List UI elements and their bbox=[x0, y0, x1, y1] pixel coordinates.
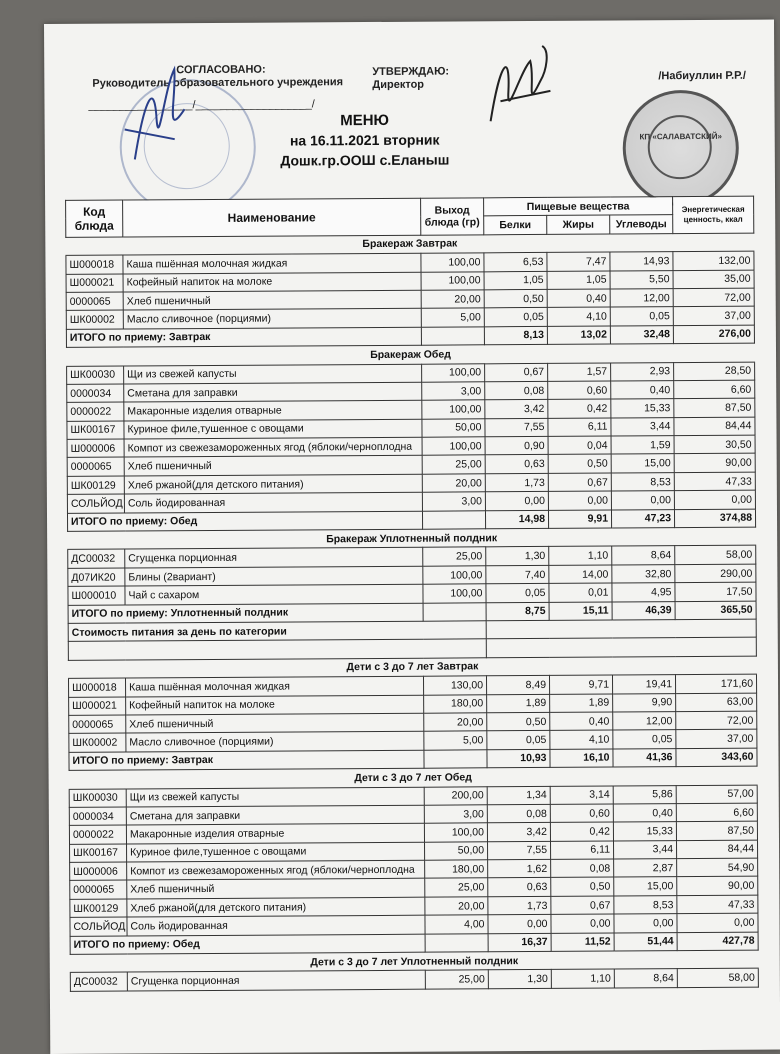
col-energy: Энергетическая ценность, ккал bbox=[673, 196, 754, 233]
dish-code: 0000022 bbox=[69, 825, 126, 844]
dish-carbs: 9,90 bbox=[613, 693, 676, 712]
section-title: Дети с 3 до 7 лет Завтрак bbox=[68, 656, 756, 679]
dish-energy: 87,50 bbox=[674, 398, 755, 417]
dish-yield: 100,00 bbox=[422, 437, 485, 456]
total-energy: 276,00 bbox=[673, 325, 754, 344]
dish-fat: 1,10 bbox=[551, 969, 614, 988]
total-label: ИТОГО по приему: Завтрак bbox=[69, 750, 424, 771]
total-fat: 15,11 bbox=[549, 602, 612, 621]
total-energy: 365,50 bbox=[675, 601, 756, 620]
total-yield-empty bbox=[423, 602, 486, 621]
dish-fat: 4,10 bbox=[550, 730, 613, 749]
col-yield: Выход блюда (гр) bbox=[421, 198, 484, 235]
dish-code: Ш000018 bbox=[68, 678, 125, 697]
dish-energy: 90,00 bbox=[677, 877, 758, 896]
dish-fat: 0,40 bbox=[550, 712, 613, 731]
dish-energy: 0,00 bbox=[677, 913, 758, 932]
dish-yield: 20,00 bbox=[421, 290, 484, 309]
dish-name: Компот из свежезамороженных ягод (яблоки/черноплодна bbox=[124, 437, 422, 457]
dish-protein: 7,40 bbox=[486, 565, 549, 584]
dish-protein: 1,89 bbox=[487, 694, 550, 713]
doc-title: МЕНЮ bbox=[340, 111, 390, 130]
dish-yield: 3,00 bbox=[422, 382, 485, 401]
dish-yield: 20,00 bbox=[424, 713, 487, 732]
dish-protein: 6,53 bbox=[484, 253, 547, 272]
dish-fat: 14,00 bbox=[549, 565, 612, 584]
agreed-title: СОГЛАСОВАНО: bbox=[176, 63, 266, 77]
dish-yield: 3,00 bbox=[422, 492, 485, 511]
dish-energy: 0,00 bbox=[674, 490, 755, 509]
dish-name: Макаронные изделия отварные bbox=[124, 400, 422, 420]
dish-yield: 100,00 bbox=[423, 566, 486, 585]
total-energy: 427,78 bbox=[677, 932, 758, 951]
dish-name: Хлеб пшеничный bbox=[126, 713, 424, 733]
dish-name: Щи из свежей капусты bbox=[124, 364, 422, 384]
dish-protein: 0,63 bbox=[488, 878, 551, 897]
dish-protein: 1,05 bbox=[484, 271, 547, 290]
dish-fat: 0,67 bbox=[548, 473, 611, 492]
dish-yield: 180,00 bbox=[424, 694, 487, 713]
dish-fat: 7,47 bbox=[547, 252, 610, 271]
dish-energy: 132,00 bbox=[673, 251, 754, 270]
dish-yield: 100,00 bbox=[421, 271, 484, 290]
dish-code: 0000022 bbox=[67, 402, 124, 421]
dish-name: Компот из свежезамороженных ягод (яблоки/черноплодна bbox=[127, 860, 425, 880]
total-protein: 14,98 bbox=[485, 510, 548, 529]
dish-carbs: 15,00 bbox=[611, 454, 674, 473]
doc-date: на 16.11.2021 вторник bbox=[289, 131, 440, 149]
dish-carbs: 8,53 bbox=[611, 473, 674, 492]
dish-fat: 0,60 bbox=[548, 381, 611, 400]
total-carbs: 51,44 bbox=[614, 932, 677, 951]
empty-cell bbox=[486, 638, 756, 658]
dish-code: Ш000021 bbox=[66, 274, 123, 293]
dish-energy: 57,00 bbox=[676, 785, 757, 804]
dish-code: 0000065 bbox=[69, 715, 126, 734]
total-fat: 11,52 bbox=[551, 933, 614, 952]
dish-code: ДС00032 bbox=[68, 549, 125, 568]
dish-yield: 25,00 bbox=[422, 455, 485, 474]
dish-code: СОЛЬЙОД bbox=[67, 494, 124, 513]
total-label: ИТОГО по приему: Завтрак bbox=[66, 327, 421, 348]
dish-code: Ш000021 bbox=[69, 697, 126, 716]
dish-energy: 47,33 bbox=[677, 895, 758, 914]
dish-energy: 37,00 bbox=[673, 307, 754, 326]
dish-name: Сметана для заправки bbox=[126, 805, 424, 825]
total-fat: 16,10 bbox=[550, 749, 613, 768]
dish-energy: 84,44 bbox=[674, 417, 755, 436]
total-label: ИТОГО по приему: Обед bbox=[70, 934, 425, 955]
dish-fat: 0,42 bbox=[548, 399, 611, 418]
approve-role: Директор bbox=[372, 78, 425, 91]
section-title: Дети с 3 до 7 лет Обед bbox=[69, 766, 757, 789]
dish-energy: 87,50 bbox=[676, 821, 757, 840]
dish-code: ШК00129 bbox=[67, 476, 124, 495]
dish-yield: 3,00 bbox=[424, 805, 487, 824]
dish-protein: 0,05 bbox=[487, 731, 550, 750]
dish-protein: 0,50 bbox=[487, 712, 550, 731]
dish-name: Кофейный напиток на молоке bbox=[123, 272, 421, 292]
col-carbs: Углеводы bbox=[610, 215, 673, 234]
dish-fat: 6,11 bbox=[551, 841, 614, 860]
dish-code: Ш000018 bbox=[66, 255, 123, 274]
dish-energy: 84,44 bbox=[676, 840, 757, 859]
dish-carbs: 19,41 bbox=[612, 675, 675, 694]
dish-name: Хлеб пшеничный bbox=[127, 879, 425, 899]
dish-fat: 0,00 bbox=[551, 914, 614, 933]
dish-code: Ш000010 bbox=[68, 586, 125, 605]
dish-name: Хлеб пшеничный bbox=[123, 290, 421, 310]
dish-yield: 20,00 bbox=[422, 474, 485, 493]
dish-energy: 30,50 bbox=[674, 435, 755, 454]
dish-protein: 1,30 bbox=[488, 970, 551, 989]
dish-carbs: 0,40 bbox=[613, 804, 676, 823]
total-label: ИТОГО по приему: Уплотненный полдник bbox=[68, 603, 423, 624]
dish-energy: 54,90 bbox=[677, 858, 758, 877]
dish-yield: 100,00 bbox=[423, 584, 486, 603]
dish-code: 0000034 bbox=[67, 384, 124, 403]
dish-carbs: 3,44 bbox=[611, 417, 674, 436]
dish-yield: 100,00 bbox=[424, 823, 487, 842]
dish-yield: 5,00 bbox=[421, 308, 484, 327]
dish-code: ШК00002 bbox=[69, 733, 126, 752]
total-yield-empty bbox=[425, 933, 488, 952]
total-protein: 16,37 bbox=[488, 933, 551, 952]
dish-fat: 0,01 bbox=[549, 583, 612, 602]
dish-code: ШК00167 bbox=[67, 421, 124, 440]
dish-name: Соль йодированная bbox=[127, 915, 425, 935]
dish-protein: 0,90 bbox=[485, 437, 548, 456]
doc-org: Дошк.гр.ООШ с.Еланыш bbox=[280, 151, 450, 169]
dish-carbs: 32,80 bbox=[612, 564, 675, 583]
dish-fat: 0,67 bbox=[551, 896, 614, 915]
dish-carbs: 4,95 bbox=[612, 583, 675, 602]
col-nutrients: Пищевые вещества bbox=[484, 197, 673, 217]
cost-label: Стоимость питания за день по категории bbox=[68, 621, 486, 642]
dish-name: Макаронные изделия отварные bbox=[126, 823, 424, 843]
dish-protein: 0,63 bbox=[485, 455, 548, 474]
dish-name: Сгущенка порционная bbox=[125, 548, 423, 568]
dish-protein: 0,05 bbox=[486, 584, 549, 603]
dish-carbs: 1,59 bbox=[611, 436, 674, 455]
section-title: Бракераж Обед bbox=[66, 343, 754, 366]
dish-carbs: 8,64 bbox=[614, 969, 677, 988]
dish-carbs: 3,44 bbox=[613, 840, 676, 859]
dish-protein: 3,42 bbox=[485, 400, 548, 419]
round-seal-stamp: КП «САЛАВАТСКИЙ» bbox=[622, 90, 739, 207]
dish-protein: 1,34 bbox=[487, 786, 550, 805]
approve-name: /Набиуллин Р.Р./ bbox=[658, 69, 747, 83]
dish-energy: 17,50 bbox=[675, 582, 756, 601]
total-protein: 10,93 bbox=[487, 749, 550, 768]
dish-carbs: 2,87 bbox=[614, 859, 677, 878]
dish-code: 0000065 bbox=[66, 292, 123, 311]
dish-fat: 0,50 bbox=[548, 455, 611, 474]
dish-fat: 1,10 bbox=[549, 546, 612, 565]
dish-energy: 72,00 bbox=[673, 288, 754, 307]
dish-carbs: 12,00 bbox=[610, 289, 673, 308]
dish-name: Каша пшённая молочная жидкая bbox=[123, 253, 421, 273]
section-title: Бракераж Завтрак bbox=[66, 233, 754, 256]
dish-fat: 0,60 bbox=[550, 804, 613, 823]
col-fat: Жиры bbox=[547, 215, 610, 234]
dish-protein: 0,67 bbox=[485, 363, 548, 382]
dish-yield: 25,00 bbox=[425, 878, 488, 897]
dish-protein: 1,73 bbox=[485, 473, 548, 492]
dish-name: Хлеб ржаной(для детского питания) bbox=[124, 474, 422, 494]
dish-protein: 0,00 bbox=[488, 915, 551, 934]
dish-name: Сгущенка порционная bbox=[127, 971, 425, 991]
total-energy: 343,60 bbox=[676, 748, 757, 767]
dish-energy: 6,60 bbox=[674, 380, 755, 399]
dish-name: Каша пшённая молочная жидкая bbox=[125, 676, 423, 696]
dish-name: Сметана для заправки bbox=[124, 382, 422, 402]
dish-code: ШК00002 bbox=[66, 310, 123, 329]
total-energy: 374,88 bbox=[674, 509, 755, 528]
dish-carbs: 0,00 bbox=[611, 491, 674, 510]
dish-protein: 1,30 bbox=[486, 547, 549, 566]
dish-carbs: 0,05 bbox=[613, 730, 676, 749]
document-page bbox=[44, 20, 780, 1054]
section-title: Бракераж Уплотненный полдник bbox=[68, 527, 756, 550]
dish-name: Блины (2вариант) bbox=[125, 566, 423, 586]
dish-protein: 0,00 bbox=[485, 492, 548, 511]
dish-name: Масло сливочное (порциями) bbox=[123, 309, 421, 329]
dish-code: ШК00030 bbox=[67, 366, 124, 385]
dish-energy: 171,60 bbox=[675, 674, 756, 693]
dish-protein: 7,55 bbox=[485, 418, 548, 437]
dish-code: Ш000006 bbox=[67, 439, 124, 458]
dish-carbs: 15,33 bbox=[613, 822, 676, 841]
dish-code: ШК00167 bbox=[70, 844, 127, 863]
dish-fat: 0,42 bbox=[550, 822, 613, 841]
dish-name: Чай с сахаром bbox=[125, 584, 423, 604]
dish-energy: 28,50 bbox=[674, 362, 755, 381]
dish-protein: 1,62 bbox=[488, 859, 551, 878]
dish-yield: 5,00 bbox=[424, 731, 487, 750]
total-yield-empty bbox=[421, 327, 484, 346]
dish-yield: 50,00 bbox=[425, 841, 488, 860]
dish-energy: 37,00 bbox=[676, 729, 757, 748]
dish-yield: 100,00 bbox=[421, 253, 484, 272]
dish-code: ШК00129 bbox=[70, 899, 127, 918]
dish-yield: 200,00 bbox=[424, 786, 487, 805]
dish-protein: 0,08 bbox=[485, 381, 548, 400]
dish-code: СОЛЬЙОД bbox=[70, 917, 127, 936]
dish-yield: 100,00 bbox=[422, 400, 485, 419]
dish-fat: 0,40 bbox=[547, 289, 610, 308]
col-protein: Белки bbox=[484, 216, 547, 235]
total-fat: 13,02 bbox=[547, 326, 610, 345]
dish-protein: 0,50 bbox=[484, 289, 547, 308]
dish-yield: 25,00 bbox=[425, 970, 488, 989]
dish-fat: 1,89 bbox=[550, 694, 613, 713]
dish-fat: 3,14 bbox=[550, 786, 613, 805]
dish-energy: 63,00 bbox=[676, 693, 757, 712]
dish-carbs: 0,05 bbox=[610, 307, 673, 326]
dish-code: ШК00030 bbox=[69, 789, 126, 808]
dish-energy: 35,00 bbox=[673, 270, 754, 289]
agreed-role: Руководитель образовательного учреждения bbox=[92, 76, 344, 90]
dish-fat: 0,04 bbox=[548, 436, 611, 455]
cost-value bbox=[486, 619, 756, 639]
dish-yield: 180,00 bbox=[425, 860, 488, 879]
dish-energy: 6,60 bbox=[676, 803, 757, 822]
dish-carbs: 0,00 bbox=[614, 914, 677, 933]
dish-fat: 9,71 bbox=[549, 675, 612, 694]
approve-title: УТВЕРЖДАЮ: bbox=[372, 65, 450, 78]
total-protein: 8,13 bbox=[484, 326, 547, 345]
dish-fat: 0,50 bbox=[551, 877, 614, 896]
total-yield-empty bbox=[424, 750, 487, 769]
dish-code: 0000065 bbox=[70, 880, 127, 899]
total-carbs: 41,36 bbox=[613, 748, 676, 767]
dish-yield: 4,00 bbox=[425, 915, 488, 934]
dish-name: Хлеб ржаной(для детского питания) bbox=[127, 897, 425, 917]
dish-yield: 130,00 bbox=[423, 676, 486, 695]
dish-yield: 20,00 bbox=[425, 897, 488, 916]
menu-table-body bbox=[66, 233, 759, 991]
total-carbs: 32,48 bbox=[610, 325, 673, 344]
dish-protein: 0,05 bbox=[484, 308, 547, 327]
dish-code: Д07ИК20 bbox=[68, 568, 125, 587]
dish-protein: 3,42 bbox=[487, 823, 550, 842]
table-row bbox=[70, 969, 758, 992]
dish-protein: 0,08 bbox=[487, 804, 550, 823]
dish-name: Щи из свежей капусты bbox=[126, 787, 424, 807]
dish-carbs: 0,40 bbox=[611, 381, 674, 400]
agreed-sign-line: _________________/___________________/ bbox=[88, 98, 315, 112]
total-label: ИТОГО по приему: Обед bbox=[67, 511, 422, 532]
signature-right bbox=[480, 41, 561, 131]
dish-fat: 4,10 bbox=[547, 307, 610, 326]
dish-fat: 0,00 bbox=[548, 491, 611, 510]
dish-carbs: 8,53 bbox=[614, 895, 677, 914]
dish-fat: 6,11 bbox=[548, 418, 611, 437]
dish-protein: 7,55 bbox=[488, 841, 551, 860]
section-title: Дети с 3 до 7 лет Уплотненный полдник bbox=[70, 950, 758, 973]
dish-carbs: 8,64 bbox=[612, 546, 675, 565]
dish-name: Кофейный напиток на молоке bbox=[126, 695, 424, 715]
dish-carbs: 5,86 bbox=[613, 785, 676, 804]
col-name: Наименование bbox=[123, 198, 421, 237]
dish-code: ДС00032 bbox=[70, 972, 127, 991]
dish-carbs: 12,00 bbox=[613, 712, 676, 731]
dish-protein: 8,49 bbox=[486, 676, 549, 695]
dish-fat: 1,57 bbox=[548, 363, 611, 382]
dish-yield: 25,00 bbox=[423, 547, 486, 566]
dish-name: Масло сливочное (порциями) bbox=[126, 732, 424, 752]
dish-energy: 90,00 bbox=[674, 454, 755, 473]
total-carbs: 47,23 bbox=[611, 509, 674, 528]
dish-name: Куриное филе,тушенное с овощами bbox=[127, 842, 425, 862]
dish-carbs: 15,33 bbox=[611, 399, 674, 418]
total-yield-empty bbox=[422, 510, 485, 529]
dish-name: Соль йодированная bbox=[124, 492, 422, 512]
dish-yield: 100,00 bbox=[422, 363, 485, 382]
dish-fat: 0,08 bbox=[551, 859, 614, 878]
col-code: Код блюда bbox=[66, 200, 123, 237]
dish-name: Куриное филе,тушенное с овощами bbox=[124, 419, 422, 439]
dish-carbs: 5,50 bbox=[610, 270, 673, 289]
dish-carbs: 14,93 bbox=[610, 252, 673, 271]
dish-energy: 58,00 bbox=[677, 969, 758, 988]
dish-fat: 1,05 bbox=[547, 271, 610, 290]
dish-protein: 1,73 bbox=[488, 896, 551, 915]
dish-code: 0000065 bbox=[67, 457, 124, 476]
dish-name: Хлеб пшеничный bbox=[124, 456, 422, 476]
dish-energy: 72,00 bbox=[676, 711, 757, 730]
dish-energy: 290,00 bbox=[675, 564, 756, 583]
dish-carbs: 2,93 bbox=[611, 362, 674, 381]
dish-code: Ш000006 bbox=[70, 862, 127, 881]
signature-left bbox=[114, 59, 205, 170]
dish-carbs: 15,00 bbox=[614, 877, 677, 896]
dish-energy: 47,33 bbox=[674, 472, 755, 491]
dish-code: 0000034 bbox=[69, 807, 126, 826]
total-carbs: 46,39 bbox=[612, 601, 675, 620]
total-protein: 8,75 bbox=[486, 602, 549, 621]
total-fat: 9,91 bbox=[548, 510, 611, 529]
dish-yield: 50,00 bbox=[422, 419, 485, 438]
menu-table bbox=[65, 196, 759, 992]
dish-energy: 58,00 bbox=[675, 546, 756, 565]
